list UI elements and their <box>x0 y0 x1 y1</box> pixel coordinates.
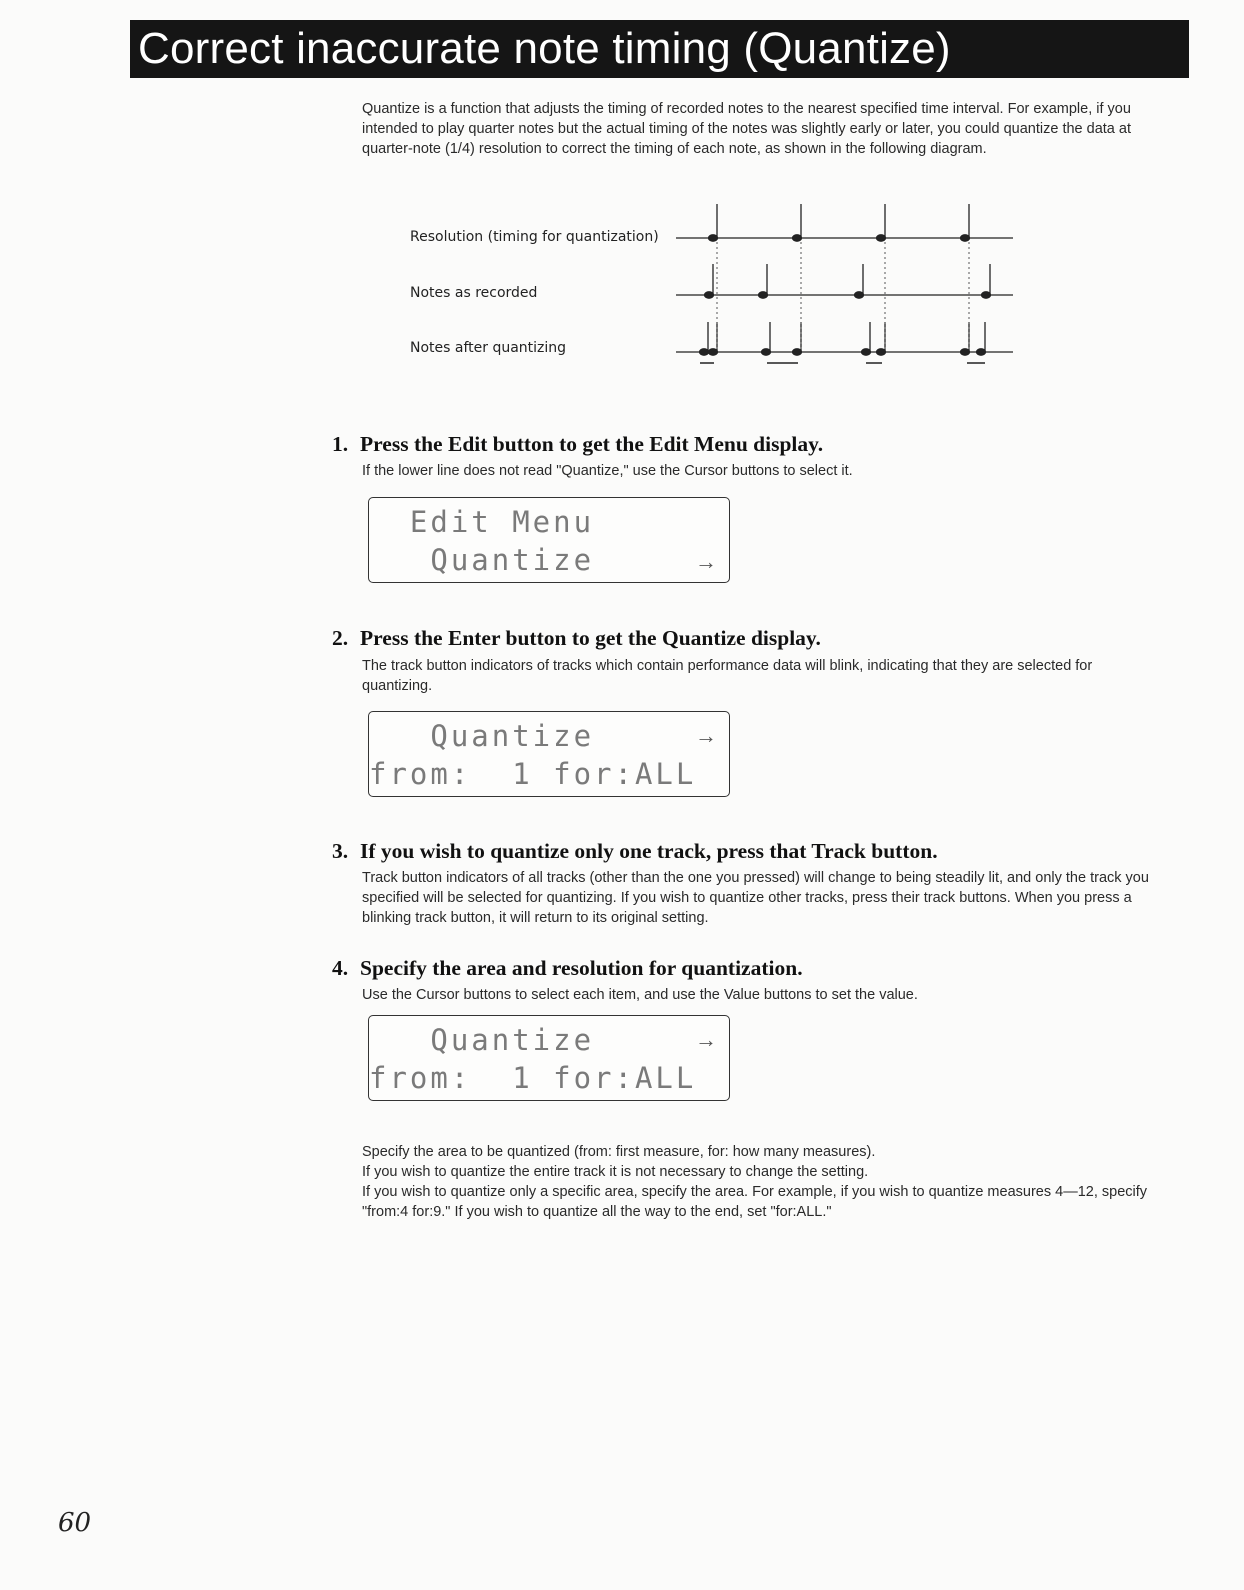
step-1-number: 1. <box>332 432 349 456</box>
timing-diagram-graphic <box>670 200 1030 375</box>
lcd-quantize-2 <box>368 1015 730 1101</box>
footer-notes <box>362 1142 1162 1222</box>
after-notes <box>700 322 986 355</box>
quantize-diagram <box>410 200 1050 375</box>
step-1-heading <box>332 432 1192 457</box>
lcd-line-2: from: 1 for:ALL <box>369 757 697 791</box>
intro-paragraph: Quantize is a function that adjusts the timing of recorded notes to the nearest specified time interval. For example, if you intended to play quarter notes but the actual timing of the notes was slightly early or later, you could quantize the data at quarter-note (1/4) resolution to correct the timing of each note, as shown in the following diagram. <box>362 101 1131 157</box>
diagram-label-resolution: Resolution (timing for quantization) <box>410 229 659 245</box>
lcd-arrow-icon: → <box>695 723 717 748</box>
lcd-line-1: Quantize <box>369 719 595 753</box>
footer-line-1: Specify the area to be quantized (from: first measure, for: how many measures). <box>362 1144 876 1160</box>
resolution-notes <box>709 204 970 241</box>
alignment-guides <box>717 242 969 350</box>
lcd-line-1: Edit Menu <box>369 505 595 539</box>
page-number: 60 <box>58 1508 92 1538</box>
footer-line-2: If you wish to quantize the entire track it is not necessary to change the setting. <box>362 1164 869 1180</box>
footer-line-3: If you wish to quantize only a specific area, specify the area. For example, if you wish to quantize measures 4—12, specify "from:4 for:9." If you wish to quantize all the way to the end, set "for:ALL." <box>362 1184 1148 1220</box>
diagram-label-after: Notes after quantizing <box>410 340 567 356</box>
lcd-edit-menu <box>368 497 730 583</box>
lcd-arrow-icon: → <box>695 549 717 574</box>
recorded-notes <box>705 264 991 298</box>
page-title: Correct inaccurate note timing (Quantize) <box>130 20 1189 78</box>
step-4-number: 4. <box>332 956 349 980</box>
step-4-body: Use the Cursor buttons to select each item, and use the Value buttons to set the value. <box>362 987 918 1003</box>
lcd-line-1: Quantize <box>369 1023 595 1057</box>
step-3-body: Track button indicators of all tracks (other than the one you pressed) will change to being steadily lit, and only the track you specified will be selected for quantizing. If you wish to quantize other tracks, press their track buttons. When you press a blinking track button, it will return to its original setting. <box>362 870 1149 926</box>
step-2-number: 2. <box>332 626 349 650</box>
step-4-heading <box>332 956 1192 981</box>
step-4-title: Specify the area and resolution for quantization. <box>360 956 803 980</box>
lcd-line-2: from: 1 for:ALL <box>369 1061 697 1095</box>
lcd-quantize-1 <box>368 711 730 797</box>
step-1-title: Press the Edit button to get the Edit Menu display. <box>360 432 824 456</box>
step-2-title: Press the Enter button to get the Quantize display. <box>360 626 821 650</box>
lcd-line-2: Quantize <box>369 543 595 577</box>
lcd-arrow-icon: → <box>695 1027 717 1052</box>
step-3-number: 3. <box>332 839 349 863</box>
step-3-heading <box>332 839 1192 864</box>
step-2-body: The track button indicators of tracks which contain performance data will blink, indicating that they are selected for quantizing. <box>362 658 1093 694</box>
step-3-title: If you wish to quantize only one track, press that Track button. <box>360 839 938 863</box>
step-2-heading <box>332 626 1192 651</box>
diagram-label-recorded: Notes as recorded <box>410 285 538 301</box>
step-1-body: If the lower line does not read "Quantize," use the Cursor buttons to select it. <box>362 463 853 479</box>
